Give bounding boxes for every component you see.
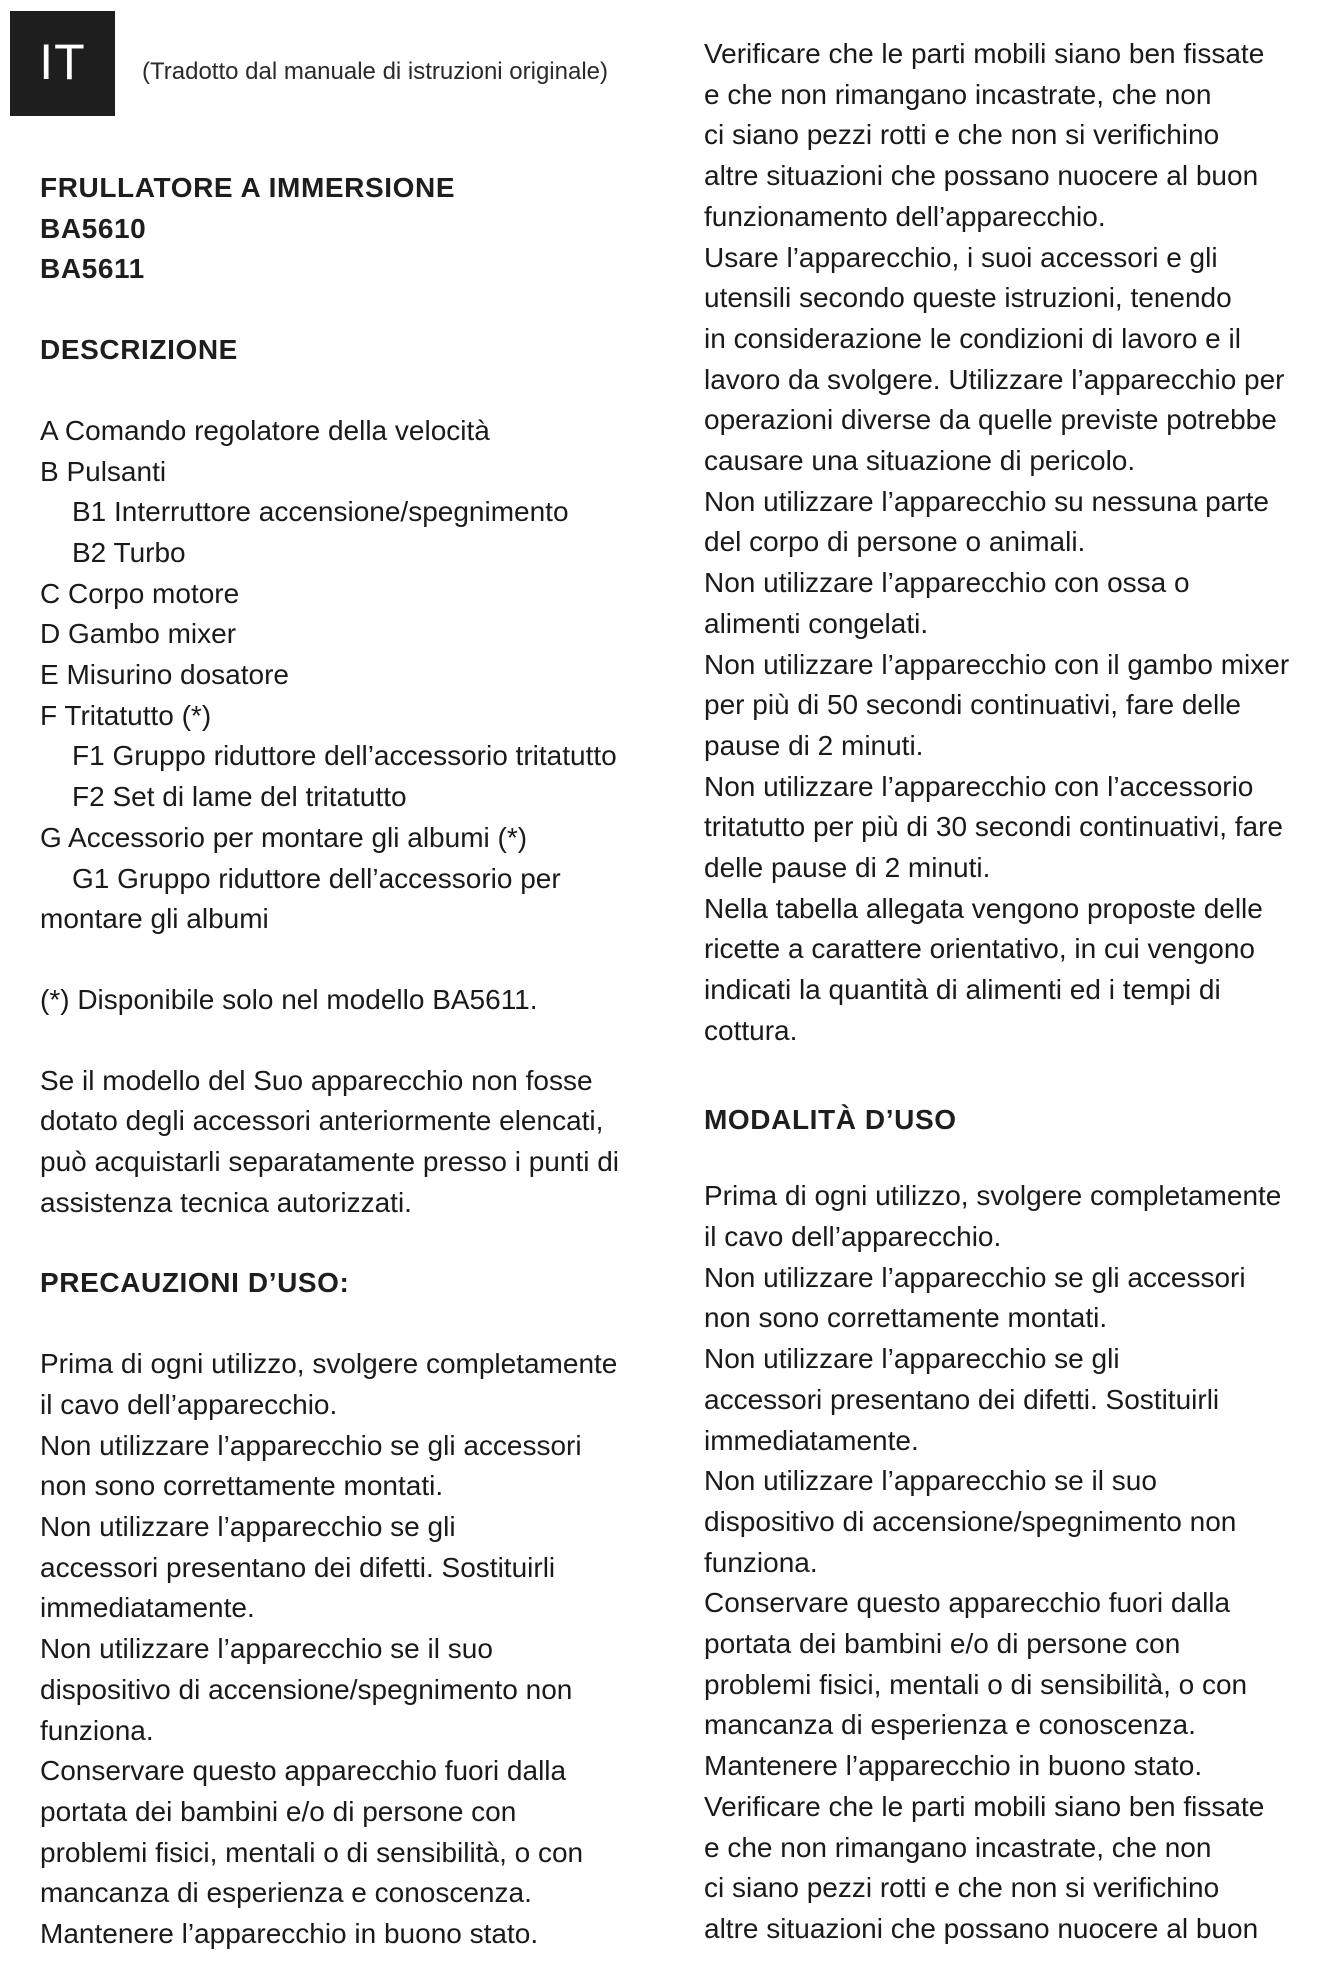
model-number: BA5610 — [40, 212, 147, 244]
text-line: utensili secondo queste istruzioni, tenendo — [704, 282, 1232, 314]
text-line: Non utilizzare l’apparecchio se il suo — [40, 1633, 493, 1665]
list-item: A Comando regolatore della velocità — [40, 414, 490, 446]
list-item: B1 Interruttore accensione/spegnimento — [72, 496, 569, 528]
model-number: BA5611 — [40, 253, 145, 285]
text-line: Mantenere l’apparecchio in buono stato. — [40, 1918, 539, 1950]
text-line: Conservare questo apparecchio fuori dalla — [40, 1755, 567, 1787]
text-line: Mantenere l’apparecchio in buono stato. — [704, 1750, 1203, 1782]
text-line: Se il modello del Suo apparecchio non fosse — [40, 1064, 593, 1096]
text-line: Non utilizzare l’apparecchio se il suo — [704, 1465, 1157, 1497]
language-badge: IT — [10, 11, 115, 116]
text-line: ricette a carattere orientativo, in cui vengono — [704, 933, 1255, 965]
text-line: dispositivo di accensione/spegnimento non — [40, 1673, 573, 1705]
usage-text — [704, 1176, 1328, 1949]
text-line: assistenza tecnica autorizzati. — [40, 1186, 412, 1218]
text-line: lavoro da svolgere. Utilizzare l’apparecchio per — [704, 363, 1285, 395]
text-line: operazioni diverse da quelle previste potrebbe — [704, 404, 1277, 436]
text-line: Non utilizzare l’apparecchio con ossa o — [704, 567, 1190, 599]
text-line: Usare l’apparecchio, i suoi accessori e gli — [704, 241, 1218, 273]
text-line: Nella tabella allegata vengono proposte delle — [704, 892, 1263, 924]
text-line: Conservare questo apparecchio fuori dalla — [704, 1587, 1231, 1619]
list-item: E Misurino dosatore — [40, 659, 290, 691]
section-heading-modalita: MODALITÀ D’USO — [704, 1103, 957, 1135]
text-line: mancanza di esperienza e conoscenza. — [704, 1709, 1196, 1741]
right-column — [704, 34, 1328, 1950]
text-line: pause di 2 minuti. — [704, 729, 924, 761]
accessories-note — [40, 1061, 680, 1224]
text-line: Non utilizzare l’apparecchio se gli — [40, 1510, 456, 1542]
text-line: altre situazioni che possano nuocere al buon — [704, 1912, 1259, 1944]
text-line: Non utilizzare l’apparecchio se gli accessori — [704, 1261, 1246, 1293]
list-item: B2 Turbo — [72, 536, 186, 568]
text-line: il cavo dell’apparecchio. — [40, 1388, 338, 1420]
text-line: funziona. — [704, 1546, 818, 1578]
text-line: altre situazioni che possano nuocere al buon — [704, 160, 1259, 192]
list-item: montare gli albumi — [40, 903, 269, 935]
text-line: per più di 50 secondi continuativi, fare delle — [704, 689, 1242, 721]
precautions-text — [40, 1344, 680, 1955]
text-line: indicati la quantità di alimenti ed i tempi di — [704, 974, 1221, 1006]
list-item: B Pulsanti — [40, 455, 167, 487]
text-line: Non utilizzare l’apparecchio con l’accessorio — [704, 770, 1254, 802]
text-line: e che non rimangano incastrate, che non — [704, 1831, 1212, 1863]
text-line: portata dei bambini e/o di persone con — [704, 1628, 1181, 1660]
list-item: D Gambo mixer — [40, 618, 237, 650]
text-line: dispositivo di accensione/spegnimento non — [704, 1505, 1237, 1537]
list-item: F Tritatutto (*) — [40, 699, 212, 731]
text-line: immediatamente. — [704, 1424, 919, 1456]
section-heading-descrizione: DESCRIZIONE — [40, 334, 238, 366]
list-item: F2 Set di lame del tritatutto — [72, 781, 407, 813]
text-line: cottura. — [704, 1014, 798, 1046]
text-line: può acquistarli separatamente presso i punti di — [40, 1146, 620, 1178]
text-line: ci siano pezzi rotti e che non si verifichino — [704, 119, 1220, 151]
text-line: accessori presentano dei difetti. Sostituirli — [40, 1551, 556, 1583]
text-line: non sono correttamente montati. — [704, 1302, 1108, 1334]
text-line: Prima di ogni utilizzo, svolgere completamente — [704, 1180, 1282, 1212]
text-line: immediatamente. — [40, 1592, 255, 1624]
text-line: in considerazione le condizioni di lavoro e il — [704, 322, 1241, 354]
list-item: C Corpo motore — [40, 577, 240, 609]
list-item: G1 Gruppo riduttore dell’accessorio per — [72, 862, 561, 894]
text-line: del corpo di persone o animali. — [704, 526, 1086, 558]
text-line: e che non rimangano incastrate, che non — [704, 78, 1212, 110]
text-line: dotato degli accessori anteriormente elencati, — [40, 1105, 604, 1137]
left-column — [40, 0, 680, 1955]
section-heading-precauzioni: PRECAUZIONI D’USO: — [40, 1267, 350, 1299]
text-line: tritatutto per più di 30 secondi continuativi, fare — [704, 811, 1284, 843]
text-line: funziona. — [40, 1714, 154, 1746]
text-line: Non utilizzare l’apparecchio se gli — [704, 1343, 1120, 1375]
product-title: FRULLATORE A IMMERSIONE — [40, 172, 456, 203]
translation-note: (Tradotto dal manuale di istruzioni originale) — [142, 58, 609, 85]
parts-list — [40, 411, 680, 940]
list-item: G Accessorio per montare gli albumi (*) — [40, 821, 528, 853]
text-line: Non utilizzare l’apparecchio con il gambo mixer — [704, 648, 1290, 680]
text-line: problemi fisici, mentali o di sensibilità, o con — [704, 1668, 1248, 1700]
text-line: portata dei bambini e/o di persone con — [40, 1795, 517, 1827]
availability-footnote: (*) Disponibile solo nel modello BA5611. — [40, 983, 538, 1015]
text-line: funzionamento dell’apparecchio. — [704, 200, 1106, 232]
text-line: accessori presentano dei difetti. Sostituirli — [704, 1383, 1220, 1415]
text-line: non sono correttamente montati. — [40, 1470, 444, 1502]
text-line: alimenti congelati. — [704, 607, 929, 639]
text-line: Verificare che le parti mobili siano ben fissate — [704, 38, 1265, 69]
text-line: mancanza di esperienza e conoscenza. — [40, 1877, 532, 1909]
text-line: Non utilizzare l’apparecchio se gli accessori — [40, 1429, 582, 1461]
text-line: ci siano pezzi rotti e che non si verifichino — [704, 1872, 1220, 1904]
text-line: Verificare che le parti mobili siano ben fissate — [704, 1790, 1265, 1822]
text-line: il cavo dell’apparecchio. — [704, 1220, 1002, 1252]
text-line: Non utilizzare l’apparecchio su nessuna parte — [704, 485, 1269, 517]
text-line: delle pause di 2 minuti. — [704, 852, 991, 884]
text-line: causare una situazione di pericolo. — [704, 445, 1136, 477]
text-line: Prima di ogni utilizzo, svolgere completamente — [40, 1348, 618, 1380]
safety-text — [704, 34, 1328, 1052]
list-item: F1 Gruppo riduttore dell’accessorio tritatutto — [72, 740, 617, 772]
text-line: problemi fisici, mentali o di sensibilità, o con — [40, 1836, 584, 1868]
